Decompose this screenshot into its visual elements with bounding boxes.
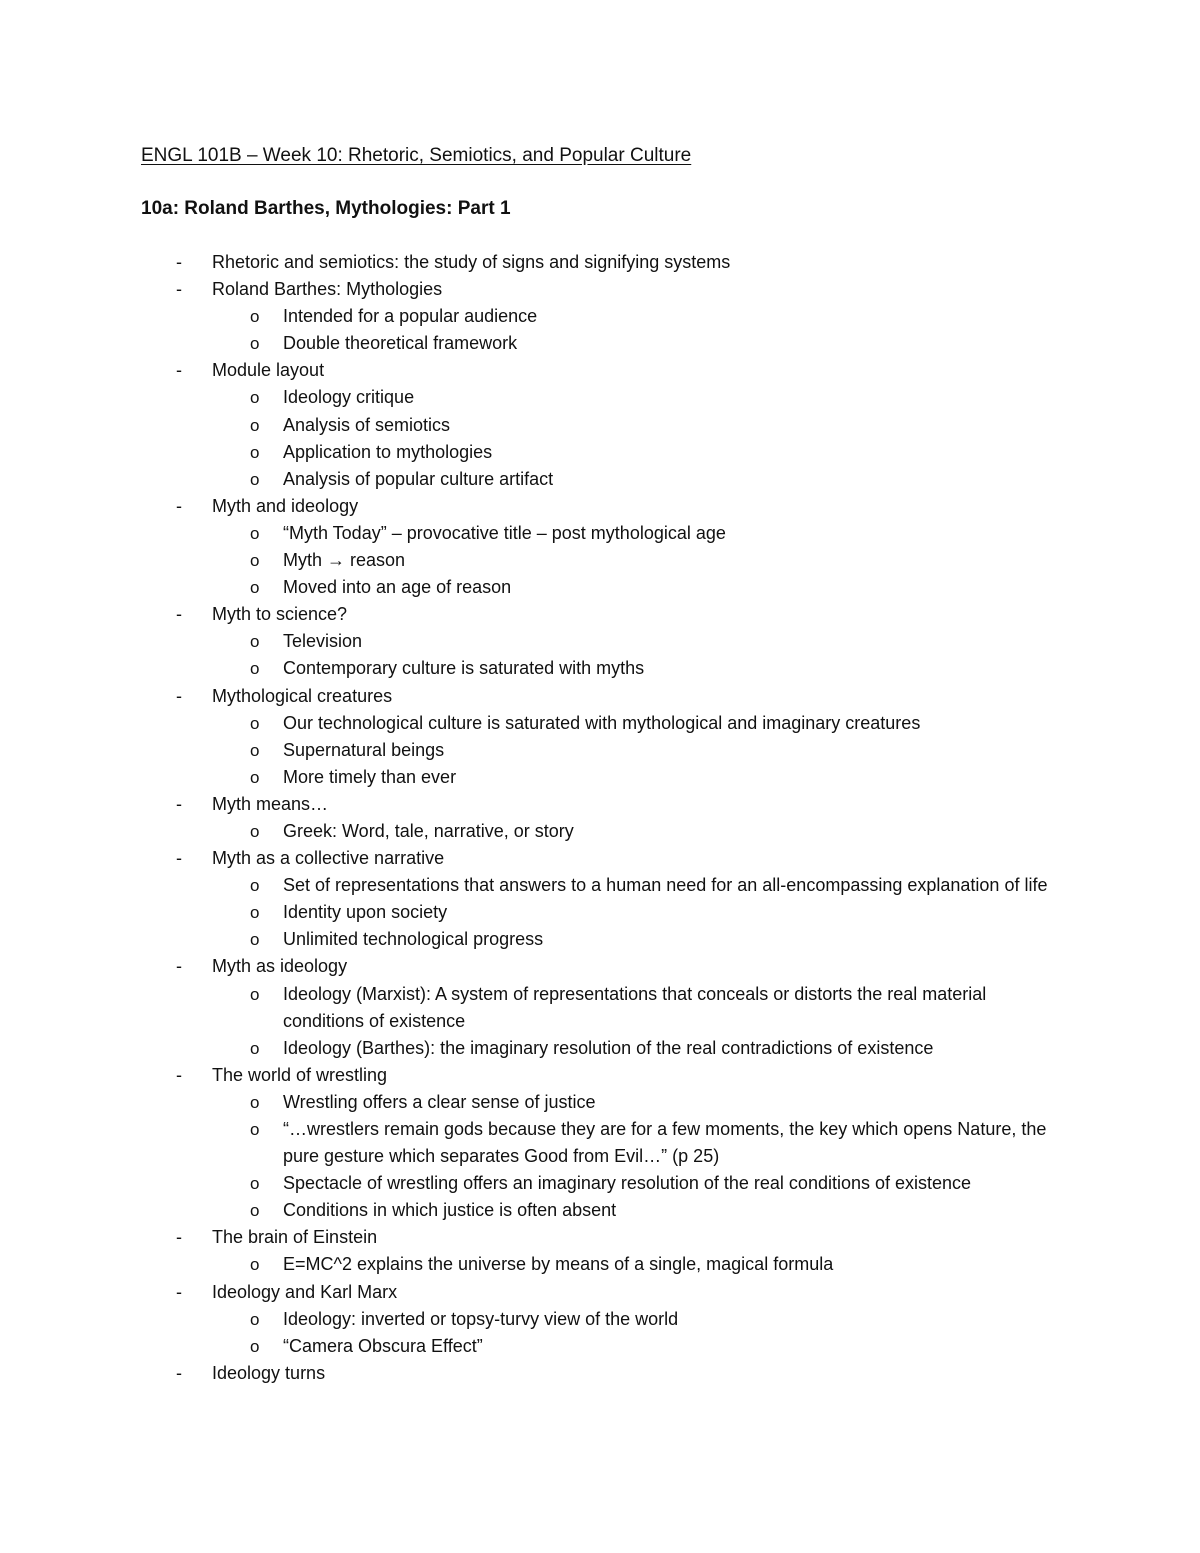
sub-bullet-circle-icon: o xyxy=(250,388,260,408)
bullet-dash-icon: - xyxy=(176,793,182,814)
outline-subitem xyxy=(0,872,1200,899)
outline-item-text: Module layout xyxy=(212,360,325,381)
outline-subitem-text: Contemporary culture is saturated with myths xyxy=(283,658,645,679)
outline-subitem-text: Analysis of semiotics xyxy=(283,414,451,435)
outline-subitem xyxy=(0,628,1200,655)
outline-subitem-text: Our technological culture is saturated with mythological and imaginary creatures xyxy=(283,712,921,733)
outline-subitem xyxy=(0,384,1200,411)
outline-subitem-text: Supernatural beings xyxy=(283,739,445,760)
sub-bullet-circle-icon: o xyxy=(250,307,260,327)
outline-subitem xyxy=(0,710,1200,737)
bullet-dash-icon: - xyxy=(176,1362,182,1383)
sub-bullet-circle-icon: o xyxy=(250,1201,260,1221)
lecture-outline xyxy=(0,249,1200,1387)
sub-bullet-circle-icon: o xyxy=(250,632,260,652)
outline-item-text: Myth and ideology xyxy=(212,495,359,516)
bullet-dash-icon: - xyxy=(176,956,182,977)
outline-item-text: Myth as ideology xyxy=(212,956,348,977)
sub-bullet-circle-icon: o xyxy=(250,1255,260,1275)
sub-bullet-circle-icon: o xyxy=(250,1038,260,1058)
outline-subitem-text: Ideology: inverted or topsy-turvy view of the world xyxy=(283,1308,679,1329)
sub-bullet-circle-icon: o xyxy=(250,876,260,896)
bullet-dash-icon: - xyxy=(176,1227,182,1248)
outline-subitem-text: Set of representations that answers to a human need for an all-encompassing explanation of life xyxy=(283,875,1048,896)
bullet-dash-icon: - xyxy=(176,279,182,300)
outline-subitem-text: E=MC^2 explains the universe by means of a single, magical formula xyxy=(283,1254,834,1275)
outline-subitem xyxy=(0,899,1200,926)
outline-subitem xyxy=(0,737,1200,764)
outline-item-text: The world of wrestling xyxy=(212,1064,388,1085)
outline-subitem xyxy=(0,1251,1200,1278)
outline-item-text: Myth to science? xyxy=(212,604,348,625)
sub-bullet-circle-icon: o xyxy=(250,415,260,435)
outline-subitem-text: Double theoretical framework xyxy=(283,333,518,354)
sub-bullet-circle-icon: o xyxy=(250,442,260,462)
outline-subitem-text: Ideology (Marxist): A system of representations that conceals or distorts the real material conditions of existence xyxy=(283,983,987,1031)
outline-subitem xyxy=(0,1197,1200,1224)
outline-item-text: Myth means… xyxy=(212,793,329,814)
outline-subitem xyxy=(0,1306,1200,1333)
bullet-dash-icon: - xyxy=(176,1281,182,1302)
outline-subitem-text: Ideology (Barthes): the imaginary resolution of the real contradictions of existence xyxy=(283,1037,934,1058)
outline-subitem xyxy=(0,926,1200,953)
outline-item-text: The brain of Einstein xyxy=(212,1227,378,1248)
outline-subitem-text: Identity upon society xyxy=(283,902,448,923)
outline-subitem-text: More timely than ever xyxy=(283,766,457,787)
outline-item-text: Rhetoric and semiotics: the study of signs and signifying systems xyxy=(212,252,731,272)
outline-subitem-text: Greek: Word, tale, narrative, or story xyxy=(283,820,574,841)
outline-subitem xyxy=(0,1116,1200,1170)
outline-subitem xyxy=(0,439,1200,466)
outline-subitem-text: “Camera Obscura Effect” xyxy=(283,1335,483,1356)
bullet-dash-icon: - xyxy=(176,360,182,381)
sub-bullet-circle-icon: o xyxy=(250,551,260,571)
sub-bullet-circle-icon: o xyxy=(250,740,260,760)
outline-item xyxy=(0,683,1200,710)
outline-item xyxy=(0,601,1200,628)
outline-item xyxy=(0,1224,1200,1251)
outline-subitem-text: Analysis of popular culture artifact xyxy=(283,468,554,489)
sub-bullet-circle-icon: o xyxy=(250,821,260,841)
outline-item-text: Mythological creatures xyxy=(212,685,393,706)
sub-bullet-circle-icon: o xyxy=(250,767,260,787)
outline-subitem xyxy=(0,1035,1200,1062)
outline-subitem xyxy=(0,303,1200,330)
outline-subitem xyxy=(0,520,1200,547)
outline-item xyxy=(0,249,1200,276)
outline-item xyxy=(0,1062,1200,1089)
outline-subitem xyxy=(0,574,1200,601)
section-heading: 10a: Roland Barthes, Mythologies: Part 1 xyxy=(141,198,511,219)
sub-bullet-circle-icon: o xyxy=(250,523,260,543)
outline-subitem-text: “…wrestlers remain gods because they are for a few moments, the key which opens Nature, the pure gesture which separates Good from Evil…” (p 25) xyxy=(283,1119,1047,1167)
outline-item xyxy=(0,276,1200,303)
outline-item-text: Ideology and Karl Marx xyxy=(212,1281,398,1302)
outline-item xyxy=(0,791,1200,818)
outline-subitem-text: Wrestling offers a clear sense of justice xyxy=(283,1091,596,1112)
outline-subitem-text: Ideology critique xyxy=(283,387,415,408)
sub-bullet-circle-icon: o xyxy=(250,713,260,733)
outline-item xyxy=(0,845,1200,872)
outline-subitem xyxy=(0,412,1200,439)
outline-subitem xyxy=(0,981,1200,1035)
sub-bullet-circle-icon: o xyxy=(250,334,260,354)
outline-subitem-text: “Myth Today” – provocative title – post mythological age xyxy=(283,522,726,543)
outline-item xyxy=(0,357,1200,384)
outline-subitem-text: Spectacle of wrestling offers an imaginary resolution of the real conditions of existence xyxy=(283,1173,972,1194)
sub-bullet-circle-icon: o xyxy=(250,469,260,489)
outline-subitem-text: Application to mythologies xyxy=(283,441,493,462)
document-title: ENGL 101B – Week 10: Rhetoric, Semiotics, and Popular Culture xyxy=(141,145,692,166)
sub-bullet-circle-icon: o xyxy=(250,1309,260,1329)
sub-bullet-circle-icon: o xyxy=(250,1174,260,1194)
outline-subitem xyxy=(0,1333,1200,1360)
sub-bullet-circle-icon: o xyxy=(250,578,260,598)
sub-bullet-circle-icon: o xyxy=(250,1120,260,1139)
outline-subitem xyxy=(0,655,1200,682)
outline-subitem xyxy=(0,547,1200,574)
bullet-dash-icon: - xyxy=(176,495,182,516)
bullet-dash-icon: - xyxy=(176,848,182,869)
outline-subitem-text: Moved into an age of reason xyxy=(283,577,512,598)
bullet-dash-icon: - xyxy=(176,252,182,272)
outline-subitem-text: Conditions in which justice is often absent xyxy=(283,1200,617,1221)
outline-subitem-text: Unlimited technological progress xyxy=(283,929,544,950)
outline-item xyxy=(0,1279,1200,1306)
outline-item-text: Myth as a collective narrative xyxy=(212,848,445,869)
outline-item-text: Roland Barthes: Mythologies xyxy=(212,279,443,300)
outline-subitem xyxy=(0,1170,1200,1197)
outline-item xyxy=(0,953,1200,980)
sub-bullet-circle-icon: o xyxy=(250,930,260,950)
outline-subitem-text: Television xyxy=(283,631,363,652)
outline-item-text: Ideology turns xyxy=(212,1362,326,1383)
outline-subitem-text: Intended for a popular audience xyxy=(283,306,538,327)
outline-subitem xyxy=(0,466,1200,493)
bullet-dash-icon: - xyxy=(176,1064,182,1085)
outline-subitem-text: Myth → reason xyxy=(283,550,406,571)
outline-subitem xyxy=(0,764,1200,791)
bullet-dash-icon: - xyxy=(176,604,182,625)
sub-bullet-circle-icon: o xyxy=(250,1336,260,1356)
sub-bullet-circle-icon: o xyxy=(250,984,260,1004)
outline-item xyxy=(0,1360,1200,1387)
outline-subitem xyxy=(0,1089,1200,1116)
sub-bullet-circle-icon: o xyxy=(250,1092,260,1112)
sub-bullet-circle-icon: o xyxy=(250,659,260,679)
sub-bullet-circle-icon: o xyxy=(250,903,260,923)
bullet-dash-icon: - xyxy=(176,685,182,706)
outline-subitem xyxy=(0,818,1200,845)
outline-item xyxy=(0,493,1200,520)
outline-subitem xyxy=(0,330,1200,357)
